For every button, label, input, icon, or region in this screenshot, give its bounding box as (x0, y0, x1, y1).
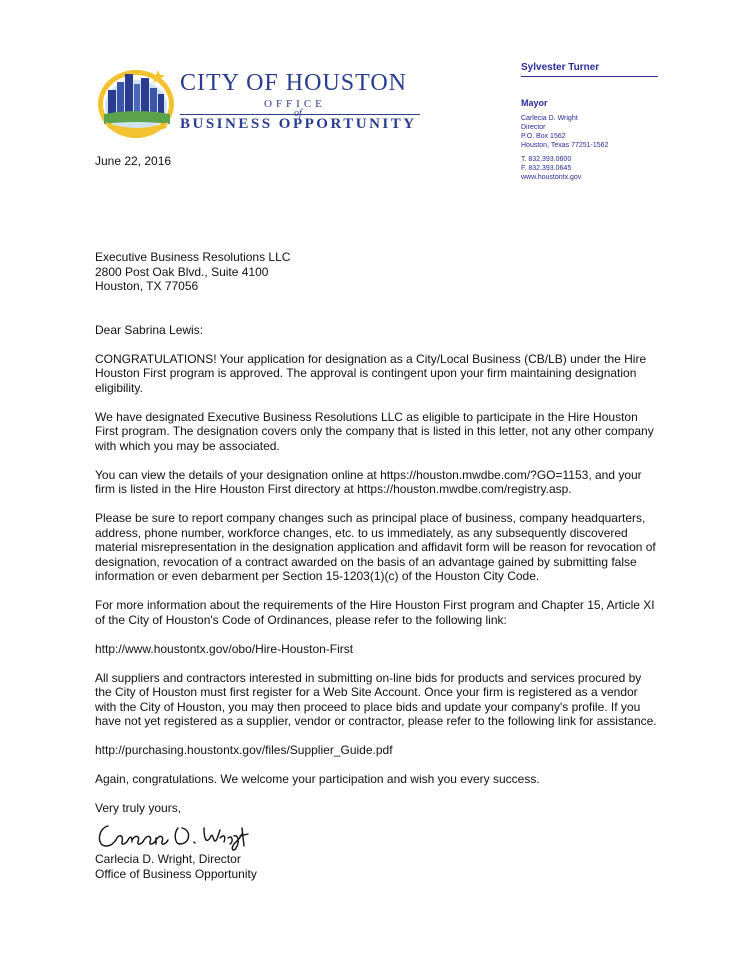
paragraph-congratulations: CONGRATULATIONS! Your application for designation as a City/Local Business (CB/LB) under the Hire Houston First program is approved. The approval is contingent upon your firm maintaining designation eligibility. (95, 351, 647, 395)
contact-info (521, 155, 661, 182)
recipient-company: Executive Business Resolutions LLC (95, 250, 291, 264)
logo-office: OFFICE (264, 98, 326, 110)
director-title: Director (521, 124, 546, 131)
letterhead-contact (521, 62, 661, 182)
link-hire-houston-first[interactable]: http://www.houstontx.gov/obo/Hire-Houston-First (95, 641, 354, 656)
paragraph-report-changes: Please be sure to report company changes such as principal place of business, company headquarters, address, phone number, workforce changes, etc. to us immediately, as any subsequently discovered material misrepresentation in the designation application and affidavit form will be reason for revocation of designation, revocation of a contract awarded on the basis of an advantage gained by submitting false information or even debarment per Section 15-1203(1)(c) of the Houston City Code. (95, 511, 656, 583)
recipient-city: Houston, TX 77056 (95, 279, 199, 293)
paragraph-suppliers: All suppliers and contractors interested in submitting on-line bids for products and services procured by the City of Houston must first register for a Web Site Account. Once your firm is registered as a vendor with the City of Houston, you may then proceed to place bids and update your company's profile. If you have not yet registered as a supplier, vendor or contractor, please refer to the following link for assistance. (95, 670, 657, 728)
city-state-zip: Houston, Texas 77251-1562 (521, 142, 609, 149)
paragraph-view-online: You can view the details of your designation online at https://houston.mwdbe.com/?GO=1153, and your firm is listed in the Hire Houston First directory at https://houston.mwdbe.com/registry.asp. (95, 467, 642, 496)
phone: T. 832.393.0600 (521, 156, 572, 163)
logo-of: of (294, 108, 302, 119)
fax: F. 832.393.0645 (521, 165, 572, 172)
link-supplier-guide[interactable]: http://purchasing.houstontx.gov/files/Supplier_Guide.pdf (95, 743, 393, 757)
handwritten-signature (94, 818, 254, 854)
signer-office: Office of Business Opportunity (95, 866, 257, 881)
paragraph-closing-wish: Again, congratulations. We welcome your participation and wish you every success. (95, 772, 540, 786)
city-skyline-emblem-icon (96, 64, 178, 142)
recipient-address (95, 250, 660, 294)
salutation: Dear Sabrina Lewis: (95, 322, 204, 337)
logo-business-opportunity: BUSINESS OPPORTUNITY (180, 116, 417, 132)
letter-body (95, 250, 660, 830)
office-address (521, 114, 661, 150)
director-name: Carlecia D. Wright (521, 115, 578, 122)
recipient-street: 2800 Post Oak Blvd., Suite 4100 (95, 264, 269, 279)
closing: Very truly yours, (95, 801, 182, 815)
signature-block (95, 852, 257, 881)
paragraph-more-info: For more information about the requirements of the Hire Houston First program and Chapter 15, Article XI of the City of Houston's Code of Ordinances, please refer to the following link: (95, 598, 655, 627)
po-box: P.O. Box 1562 (521, 133, 566, 140)
website-link[interactable]: www.houstontx.gov (521, 174, 582, 181)
logo-city-of-houston: CITY OF HOUSTON (180, 70, 408, 96)
paragraph-designation: We have designated Executive Business Resolutions LLC as eligible to participate in the Hire Houston First program. The designation covers only the company that is listed in this letter, not any other company with which you may be associated. (95, 409, 654, 453)
mayor-name: Sylvester Turner (521, 62, 658, 77)
letter-date: June 22, 2016 (95, 154, 172, 168)
mayor-title: Mayor (521, 98, 548, 108)
signer-name-title: Carlecia D. Wright, Director (95, 852, 241, 866)
obo-logo (96, 64, 436, 144)
